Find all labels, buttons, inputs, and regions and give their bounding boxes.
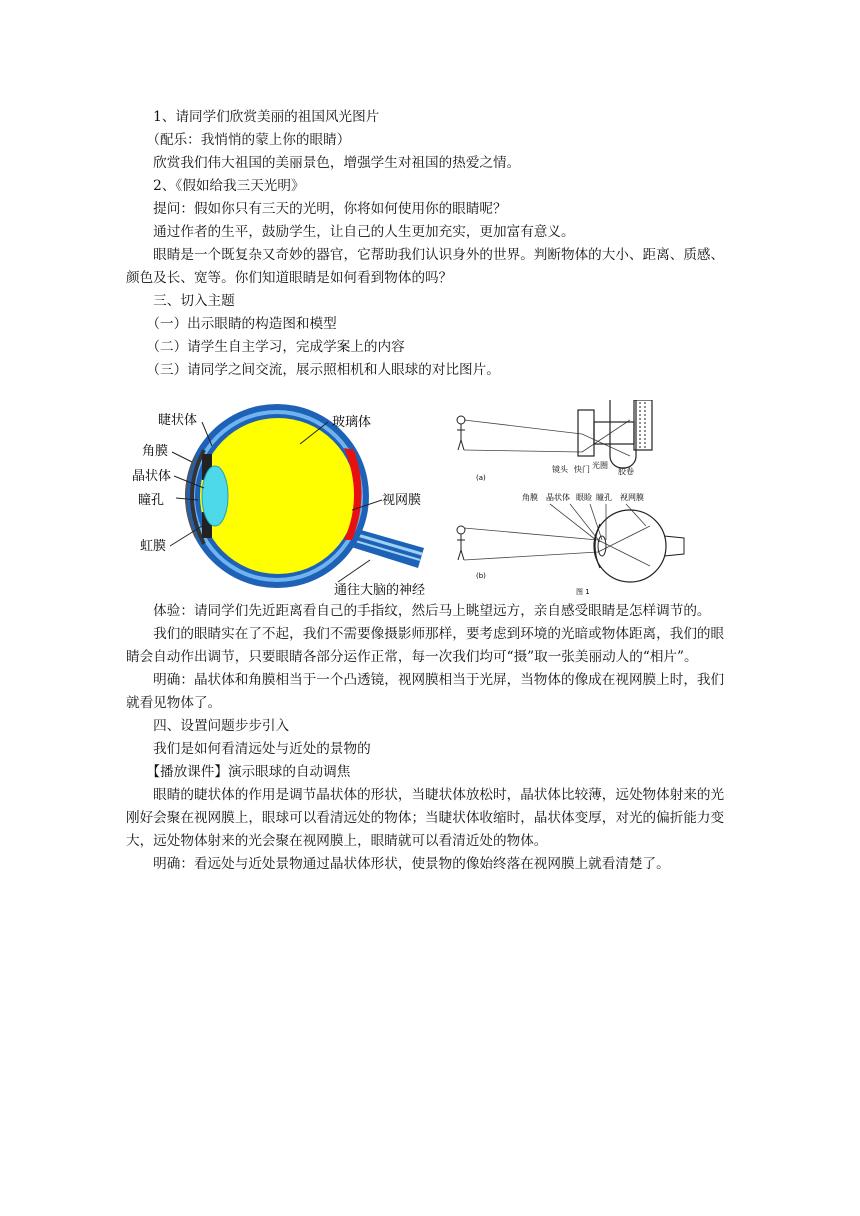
paragraph: 提问：假如你只有三天的光明，你将如何使用你的眼睛呢？: [126, 201, 507, 217]
label-ciliary: 睫状体: [158, 413, 198, 428]
label-a: (a): [476, 474, 486, 482]
label-optic-nerve: 通往大脑的神经: [334, 583, 426, 598]
section-heading: 三、切入主题: [126, 293, 235, 309]
eye-label-retina: 视网膜: [620, 493, 644, 502]
paragraph: （一）出示眼睛的构造图和模型: [126, 316, 337, 332]
text-section-top: [126, 106, 736, 382]
figure-caption: 图 1: [576, 588, 590, 596]
stick-figure-icon: [457, 416, 465, 450]
camera-body-shape: [578, 400, 652, 468]
text-section-bottom: [126, 600, 736, 876]
paragraph: 欣赏我们伟大祖国的美丽景色，增强学生对祖国的热爱之情。: [126, 155, 521, 171]
eye-label-eyelid: 眼睑: [576, 493, 592, 502]
label-pupil: 瞳孔: [138, 493, 165, 508]
label-lens: 晶状体: [132, 469, 172, 484]
camera-label-shutter: 快门: [574, 465, 590, 474]
paragraph: 1、请同学们欣赏美丽的祖国风光图片: [126, 109, 380, 125]
lens-shape: [202, 466, 228, 526]
eye-label-cornea: 角膜: [522, 493, 538, 502]
paragraph: 眼睛是一个既复杂又奇妙的器官，它帮助我们认识身外的世界。判断物体的大小、距离、质感、颜色及长、宽等。你们知道眼睛是如何看到物体的吗？: [126, 247, 725, 286]
figures-row: [132, 400, 732, 600]
label-vitreous: 玻璃体: [332, 415, 372, 430]
paragraph: 我们的眼睛实在了不起，我们不需要像摄影师那样，要考虑到环境的光暗或物体距离，我们的眼睛会自动作出调节，只要眼睛各部分运作正常，每一次我们均可“摄”取一张美丽动人的“相片”。: [126, 626, 725, 665]
eye-label-lens: 晶状体: [546, 493, 570, 502]
paragraph: 体验：请同学们先近距离看自己的手指纹，然后马上眺望远方，亲自感受眼睛是怎样调节的。: [126, 603, 711, 619]
label-retina: 视网膜: [382, 493, 422, 508]
camera-eye-comparison-diagram: [450, 400, 730, 600]
paragraph: 眼睛的睫状体的作用是调节晶状体的形状，当睫状体放松时，晶状体比较薄，远处物体射来的光刚好会聚在视网膜上，眼球可以看清远处的物体；当睫状体收缩时，晶状体变厚，对光的偏折能力变大，远处物体射来的光会聚在视网膜上，眼睛就可以看清近处的物体。: [126, 787, 725, 849]
paragraph: （配乐：我悄悄的蒙上你的眼睛）: [126, 132, 351, 148]
paragraph: （二）请学生自主学习，完成学案上的内容: [126, 339, 405, 355]
label-cornea: 角膜: [142, 444, 169, 459]
paragraph: 2、《假如给我三天光明》: [126, 178, 305, 194]
eyeball-outline-shape: [594, 510, 666, 582]
eye-label-pupil: 瞳孔: [596, 493, 612, 502]
paragraph: 明确：看远处与近处景物通过晶状体形状，使景物的像始终落在视网膜上就看清楚了。: [126, 856, 670, 872]
paragraph: 我们是如何看清远处与近处的景物的: [126, 741, 371, 757]
paragraph: 通过作者的生平，鼓励学生，让自己的人生更加充实，更加富有意义。: [126, 224, 575, 240]
label-iris: 虹膜: [140, 539, 167, 554]
paragraph: 【播放课件】演示眼球的自动调焦: [126, 764, 351, 780]
camera-label-film: 胶卷: [618, 467, 634, 476]
camera-label-aperture: 光圈: [592, 461, 608, 470]
paragraph: （三）请同学之间交流，展示照相机和人眼球的对比图片。: [126, 362, 500, 378]
label-b: (b): [476, 572, 486, 580]
camera-label-lens: 镜头: [552, 465, 568, 474]
section-heading: 四、设置问题步步引入: [126, 718, 290, 734]
eye-structure-diagram: [132, 400, 432, 600]
paragraph: 明确：晶状体和角膜相当于一个凸透镜，视网膜相当于光屏，当物体的像成在视网膜上时，我们就看见物体了。: [126, 672, 725, 711]
